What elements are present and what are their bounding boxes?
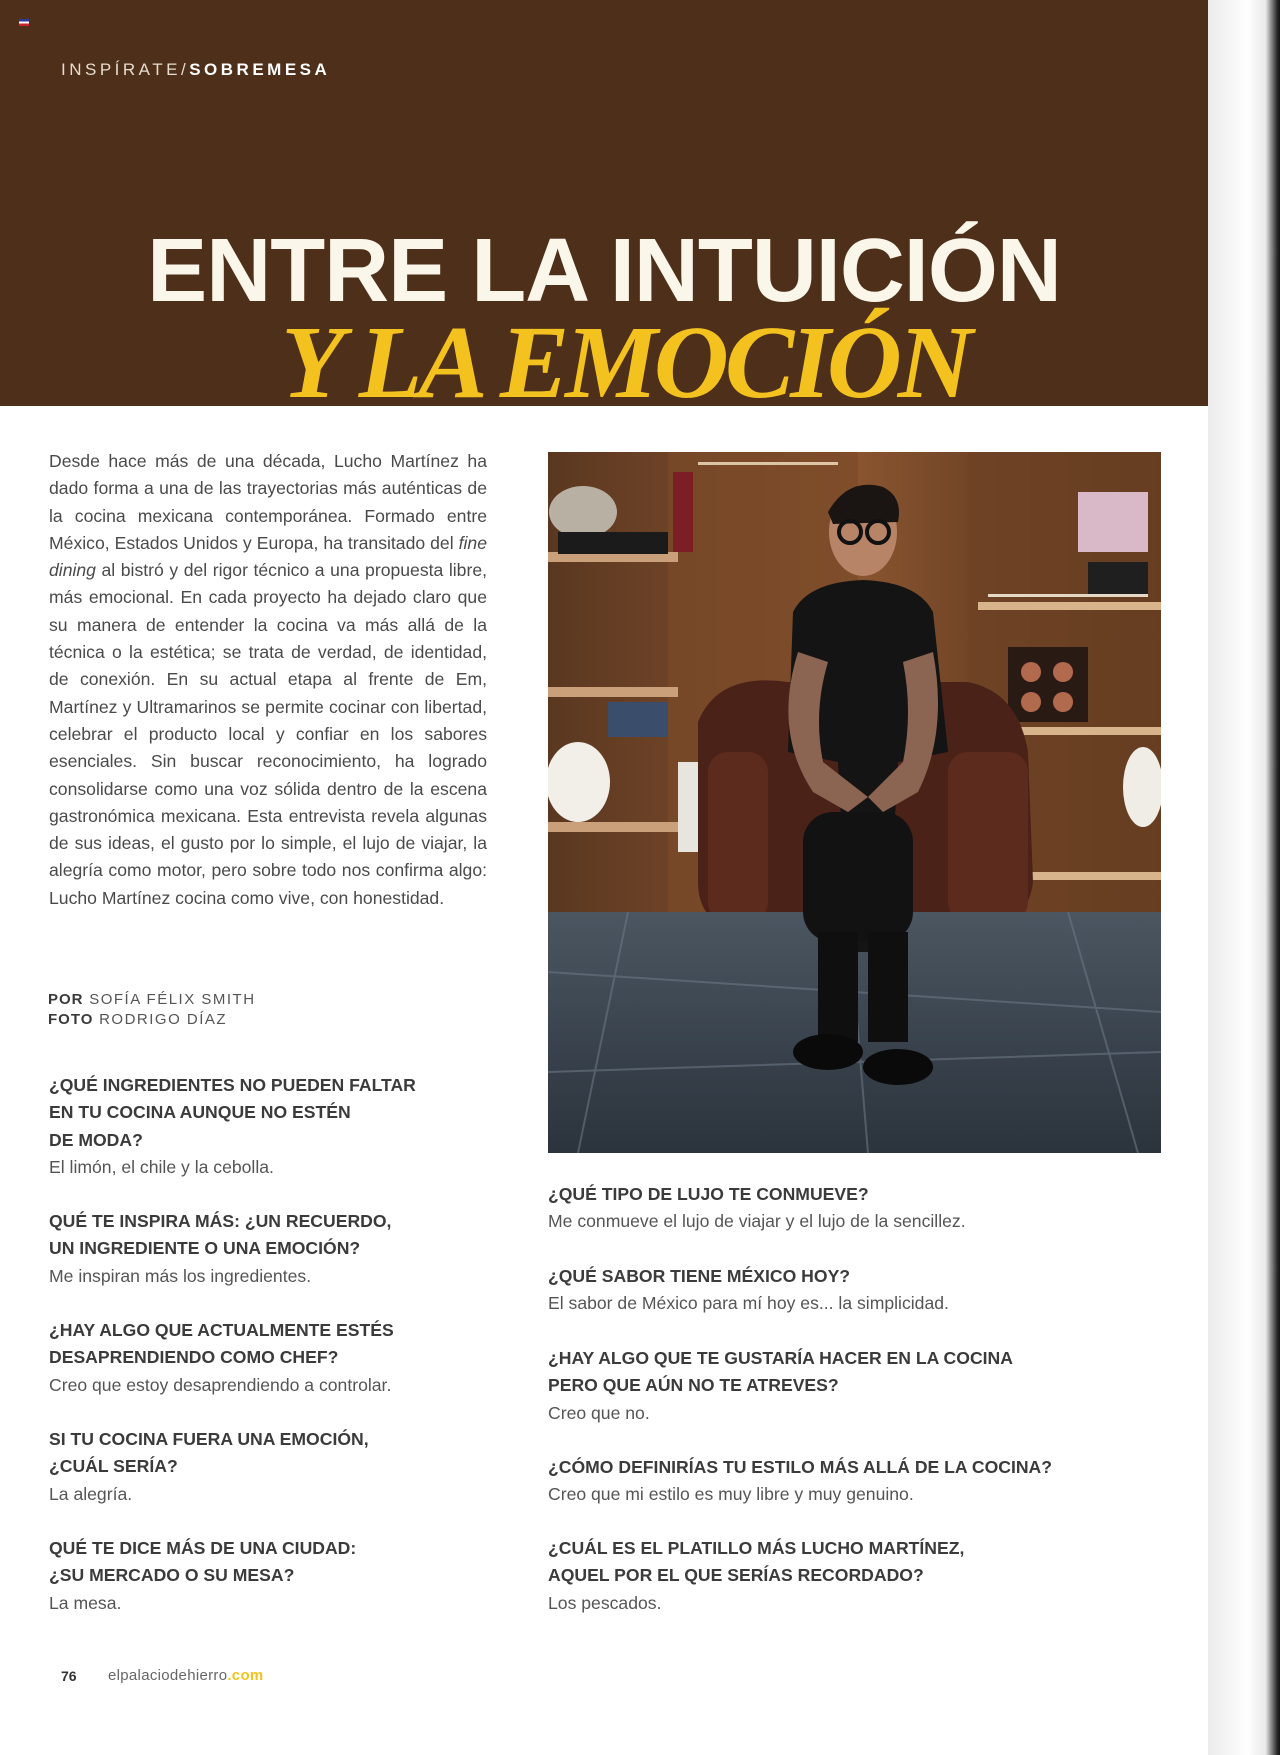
qa-block — [548, 1535, 1168, 1617]
qa-block — [49, 1535, 519, 1617]
question: QUÉ TE DICE MÁS DE UNA CIUDAD: ¿SU MERCADO O SU MESA? — [49, 1538, 357, 1586]
section-name: INSPÍRATE/ — [61, 60, 190, 79]
answer: La alegría. — [49, 1483, 133, 1504]
author-credit — [48, 990, 256, 1010]
answer: El limón, el chile y la cebolla. — [49, 1156, 274, 1177]
answer: Creo que estoy desaprendiendo a controlar. — [49, 1374, 392, 1395]
page-edge — [1208, 0, 1280, 1755]
author-label: POR — [48, 991, 84, 1008]
qa-block — [548, 1181, 1168, 1236]
footer-website[interactable] — [108, 1667, 264, 1684]
question: SI TU COCINA FUERA UNA EMOCIÓN, ¿CUÁL SERÍA? — [49, 1429, 369, 1477]
question: ¿HAY ALGO QUE ACTUALMENTE ESTÉS DESAPRENDIENDO COMO CHEF? — [49, 1320, 394, 1368]
chef-portrait-photo — [548, 452, 1161, 1153]
intro-paragraph — [49, 448, 487, 912]
answer: Los pescados. — [548, 1592, 662, 1613]
qa-block — [49, 1426, 519, 1508]
title-line-1: ENTRE LA INTUICIÓN — [147, 221, 1061, 321]
section-subname: SOBREMESA — [189, 60, 331, 79]
photo-illustration — [548, 452, 1161, 1153]
question: ¿QUÉ INGREDIENTES NO PUEDEN FALTAR EN TU COCINA AUNQUE NO ESTÉN DE MODA? — [49, 1075, 416, 1150]
qa-block — [548, 1345, 1168, 1427]
photographer-name: RODRIGO DÍAZ — [99, 1011, 228, 1028]
answer: El sabor de México para mí hoy es... la simplicidad. — [548, 1293, 949, 1314]
question: QUÉ TE INSPIRA MÁS: ¿UN RECUERDO, UN INGREDIENTE O UNA EMOCIÓN? — [49, 1211, 392, 1259]
header-band — [0, 0, 1208, 420]
photo-credit — [48, 1010, 256, 1030]
answer: Me inspiran más los ingredientes. — [49, 1265, 312, 1286]
qa-block — [49, 1317, 519, 1399]
photo-label: FOTO — [48, 1011, 94, 1028]
title-line-2: Y LA EMOCIÓN — [281, 305, 969, 420]
question: ¿QUÉ TIPO DE LUJO TE CONMUEVE? — [548, 1184, 869, 1204]
qa-block — [548, 1454, 1168, 1509]
question: ¿HAY ALGO QUE TE GUSTARÍA HACER EN LA COCINA PERO QUE AÚN NO TE ATREVES? — [548, 1348, 1013, 1396]
answer: Me conmueve el lujo de viajar y el lujo de la sencillez. — [548, 1211, 966, 1232]
intro-text-1: Desde hace más de una década, Lucho Martínez ha dado forma a una de las trayectorias más auténticas de la cocina mexicana contemporánea. Formado entre México, Estados Unidos y Europa, ha transitado del — [49, 451, 487, 553]
site-tld: .com — [227, 1667, 264, 1684]
intro-italic: fine dining — [49, 532, 487, 581]
qa-block — [49, 1072, 519, 1181]
flag-icon — [19, 19, 29, 26]
page-number: 76 — [61, 1668, 77, 1684]
intro-text-2: al bistró y del rigor técnico a una propuesta libre, más emocional. En cada proyecto ha dejado claro que su manera de entender la cocina va más allá de la técnica o la estética; se trata de verdad, de identidad, de conexión. En su actual etapa al frente de Em, Martínez y Ultramarinos se permite cocinar con libertad, celebrar el producto local y confiar en los sabores esenciales. Sin buscar reconocimiento, ha logrado consolidarse como una voz sólida dentro de la escena gastronómica mexicana. Esta entrevista revela algunas de sus ideas, el gusto por lo simple, el lujo de viajar, la alegría como motor, pero sobre todo nos confirma algo: Lucho Martínez cocina como vive, con honestidad. — [49, 560, 487, 908]
author-name: SOFÍA FÉLIX SMITH — [89, 991, 256, 1008]
site-name: elpalaciodehierro — [108, 1667, 228, 1684]
answer: La mesa. — [49, 1592, 122, 1613]
credits — [48, 990, 256, 1030]
question: ¿CUÁL ES EL PLATILLO MÁS LUCHO MARTÍNEZ, AQUEL POR EL QUE SERÍAS RECORDADO? — [548, 1538, 965, 1586]
question: ¿CÓMO DEFINIRÍAS TU ESTILO MÁS ALLÁ DE LA COCINA? — [548, 1457, 1053, 1477]
qa-block — [548, 1263, 1168, 1318]
question: ¿QUÉ SABOR TIENE MÉXICO HOY? — [548, 1266, 851, 1286]
answer: Creo que mi estilo es muy libre y muy genuino. — [548, 1484, 914, 1505]
section-label — [61, 60, 330, 80]
answer: Creo que no. — [548, 1402, 650, 1423]
qa-block — [49, 1208, 519, 1290]
